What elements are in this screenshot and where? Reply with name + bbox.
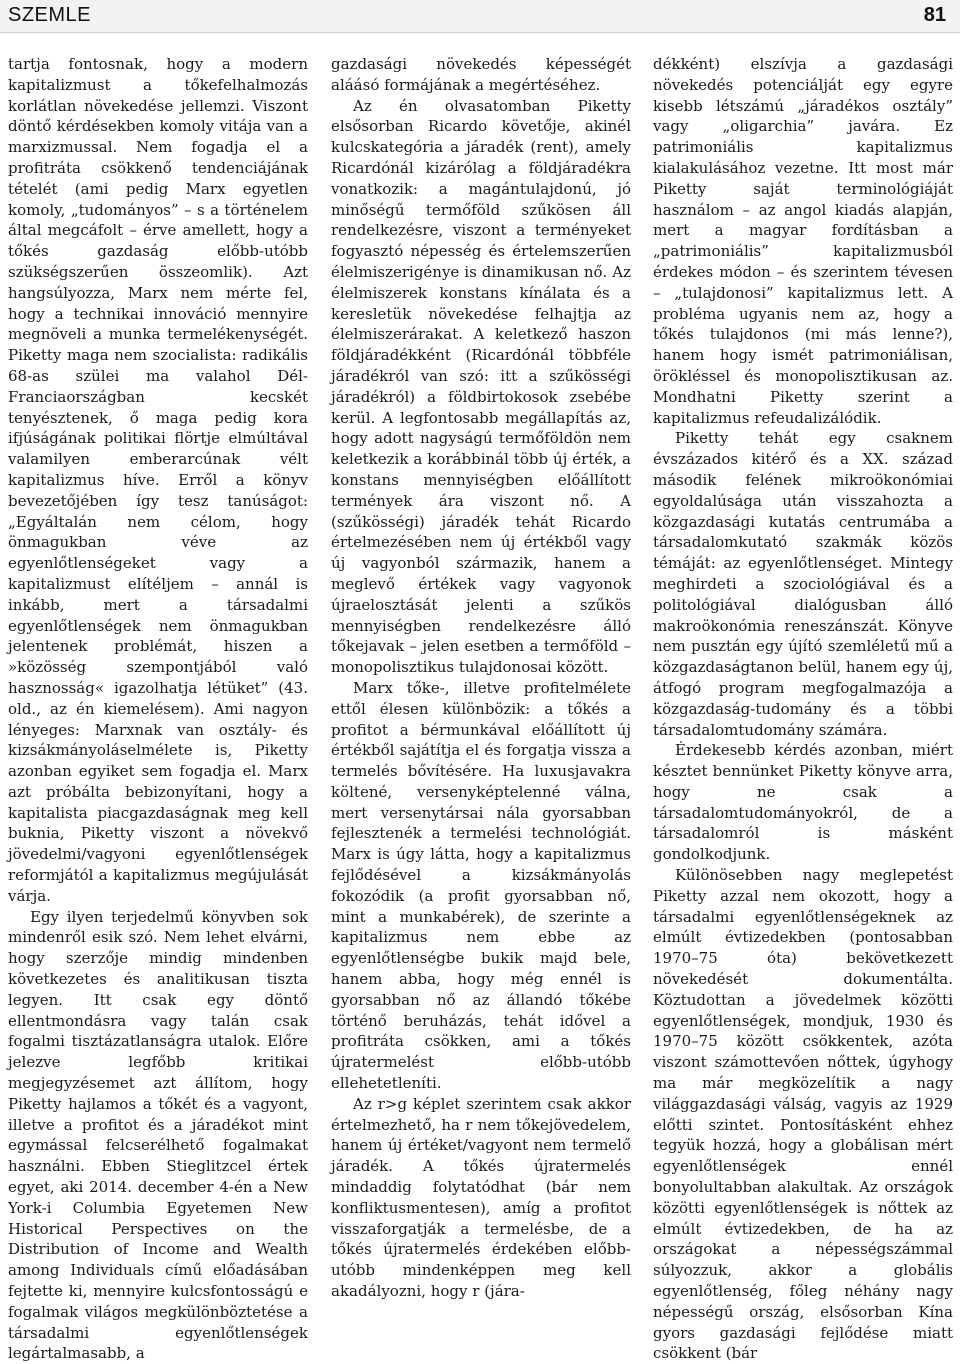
- paragraph: Marx tőke-, illetve profitelmélete ettől élesen különbözik: a tőkés a profitot a bérmunkával előállított új értékből sajátítja el és forgatja vissza a termelés bővítésére. Ha luxusjavakra költené, versenyképtelenné válna, mert versenytársai nála gyorsabban fejlesztenék a termelési technológiát. Marx is úgy látta, hogy a kapitalizmus fejlődésével a kizsákmányolás fokozódik (a profit gyorsabban nő, mint a munkabérek), de szerinte a kapitalizmus nem ebbe az egyenlőtlenségbe bukik majd bele, hanem abba, hogy még ennél is gyorsabban nő az állandó tőkébe történő beruházás, tehát idővel a profitráta csökken, ami a tőkés újratermelést előbb-utóbb ellehetetleníti.: [331, 678, 631, 1093]
- paragraph: tartja fontosnak, hogy a modern kapitalizmust a tőkefelhalmozás korlátlan növekedése jellemzi. Viszont döntő kérdésekben komoly vitája van a marxizmussal. Nem fogadja el a profitráta csökkenő tendenciájának tételét (ami pedig Marx egyetlen komoly, „tudományos” – s a történelem által megcáfolt – érve amellett, hogy a tőkés gazdaság előbb-utóbb szükségszerűen összeomlik). Azt hangsúlyozza, Marx nem mérte fel, hogy a technikai innováció mennyire megnöveli a munka termelékenységét. Piketty maga nem szocialista: radikális 68-as szülei ma valahol Dél-Franciaországban kecskét tenyésztenek, ő maga pedig kora ifjúságának politikai flörtje elmúltával valamilyen emberarcúnak vélt kapitalizmus híve. Erről a könyv bevezetőjében így tesz tanúságot: „Egyáltalán nem célom, hogy önmagukban véve az egyenlőtlenségeket vagy a kapitalizmust elítéljem – annál is inkább, mert a társadalmi egyenlőtlenségek nem önmagukban jelentenek problémát, hiszen a »közösség szempontjából való hasznosság« igazolhatja létüket” (43. old., az én kiemelésem). Ami nagyon lényeges: Marxnak van osztály- és kizsákmányoláselmélete is, Piketty azonban egyiket sem fogadja el. Marx azt próbálta bebizonyítani, hogy a kapitalista piacgazdaságnak meg kell buknia, Piketty viszont a növekvő jövedelmi/vagyoni egyenlőtlenségek reformjától a kapitalizmus megújulását várja.: [8, 55, 308, 905]
- paragraph: Érdekesebb kérdés azonban, miért késztet bennünket Piketty könyve arra, hogy ne csak a társadalomtudományokról, de a társadalomról is másként gondolkodjunk.: [653, 741, 953, 864]
- paragraph: Piketty tehát egy csaknem évszázados kitérő és a XX. század második felének mikroökonómiai egyoldalúsága után visszahozta a közgazdasági kutatás centrumába a társadalomkutató szakmák közös témáját: az egyenlőtlenséget. Mintegy meghirdeti a szociológiával és a politológiával dialógusban álló makroökonómia reneszánszát. Könyve nem pusztán egy újító szemléletű mű a közgazdaságtanon belül, hanem egy új, átfogó program megfogalmazója a közgazdaság-tudomány és a többi társadalomtudomány számára.: [653, 429, 953, 739]
- section-title: SZEMLE: [8, 4, 92, 26]
- text-column-2: [331, 54, 631, 1301]
- paragraph: gazdasági növekedés képességét aláásó formájának a megértéséhez.: [331, 55, 631, 94]
- paragraph: Az r>g képlet szerintem csak akkor értelmezhető, ha r nem tőkejövedelem, hanem új értéket/vagyont nem termelő járadék. A tőkés újratermelés mindaddig folytatódhat (bár nem konfliktusmentesen), amíg a profitot visszaforgatják a termelésbe, de a tőkés újratermelés érdekében előbb-utóbb mindenképpen meg kell akadályozni, hogy r (jára-: [331, 1094, 631, 1301]
- paragraph: Egy ilyen terjedelmű könyvben sok mindenről esik szó. Nem lehet elvárni, hogy szerzője mindig mindenben következetes és analitikusan tiszta legyen. Itt csak egy döntő ellentmondásra vagy talán csak fogalmi tisztázatlanságra utalok. Előre jelezve legfőbb kritikai megjegyzésemet azt állítom, hogy Piketty hajlamos a tőkét és a vagyont, illetve a profitot és a járadékot mint egymással felcserélhető fogalmakat használni. Ebben Stieglitzcel értek egyet, aki 2014. december 4-én a New York-i Columbia Egyetemen New Historical Perspectives on the Distribution of Income and Wealth among Individuals című előadásában fejtette ki, mennyire kulcsfontosságú e fogalmak világos megkülönböztetése a társadalmi egyenlőtlenségek legártalmasabb, a: [8, 907, 308, 1363]
- paragraph: Különösebben nagy meglepetést Piketty azzal nem okozott, hogy a társadalmi egyenlőtlenségeknek az elmúlt évtizedekben (pontosabban 1970–75 óta) bekövetkezett növekedését dokumentálta. Köztudottan a jövedelmek közötti egyenlőtlenségek, mondjuk, 1930 és 1970–75 között csökkentek, azóta viszont számottevően nőttek, úgyhogy ma már megközelítik a nagy világgazdasági válság, vagyis az 1929 előtti szintet. Pontosításként ehhez tegyük hozzá, hogy a globálisan mért egyenlőtlenségek ennél bonyolultabban alakultak. Az országok közötti egyenlőtlenségek is nőttek az elmúlt évtizedekben, de ha az országokat a népességszámmal súlyozzuk, akkor a globális egyenlőtlenség, főleg néhány nagy népességű ország, elsősorban Kína gyors gazdasági fejlődése miatt csökkent (bár: [653, 866, 953, 1363]
- text-column-3: [653, 54, 953, 1363]
- page-number: 81: [923, 4, 946, 26]
- text-column-1: [8, 54, 308, 1363]
- page-header: [0, 0, 960, 33]
- paragraph: dékként) elszívja a gazdasági növekedés potenciálját egy egyre kisebb létszámú „járadékos osztály” vagy „oligarchia” javára. Ez patrimoniális kapitalizmus kialakulásához vezetne. Itt most már Piketty saját terminológiáját használom – az angol kiadás alapján, mert a magyar fordításban a „patrimoniális” kapitalizmusból érdekes módon – és szerintem tévesen – „tulajdonosi” kapitalizmus lett. A probléma ugyanis nem az, hogy a tőkés tulajdonos (mi más lenne?), hanem hogy ismét patrimoniálisan, örökléssel és monopolisztikusan az. Mondhatni Piketty szerint a kapitalizmus refeudalizálódik.: [653, 55, 953, 427]
- paragraph: Az én olvasatomban Piketty elsősorban Ricardo követője, akinél kulcskategória a járadék (rent), amely Ricardónál kizárólag a földjáradékra vonatkozik: a magántulajdonú, jó minőségű termőföld szűkösen áll rendelkezésre, viszont a terményeket fogyasztó népesség és értelemszerűen élelmiszerigénye is dinamikusan nő. Az élelmiszerek konstans kínálata és a keresletük növekedése felhajtja az élelmiszerárakat. A keletkező haszon földjáradékként (Ricardónál többféle járadékról van szó: itt a szűkösségi járadékról) a földbirtokosok zsebébe kerül. A legfontosabb megállapítás az, hogy adott nagyságú termőföldön nem keletkezik a korábbinál több új érték, a konstans mennyiségben előállított termények ára viszont nő. A (szűkösségi) járadék tehát Ricardo értelmezésében nem új értékből vagy új vagyonból származik, hanem a meglevő értékek vagy vagyonok újraelosztását jelenti a szűkös mennyiségben rendelkezésre álló tőkejavak – jelen esetben a termőföld – monopolisztikus tulajdonosai között.: [331, 96, 631, 677]
